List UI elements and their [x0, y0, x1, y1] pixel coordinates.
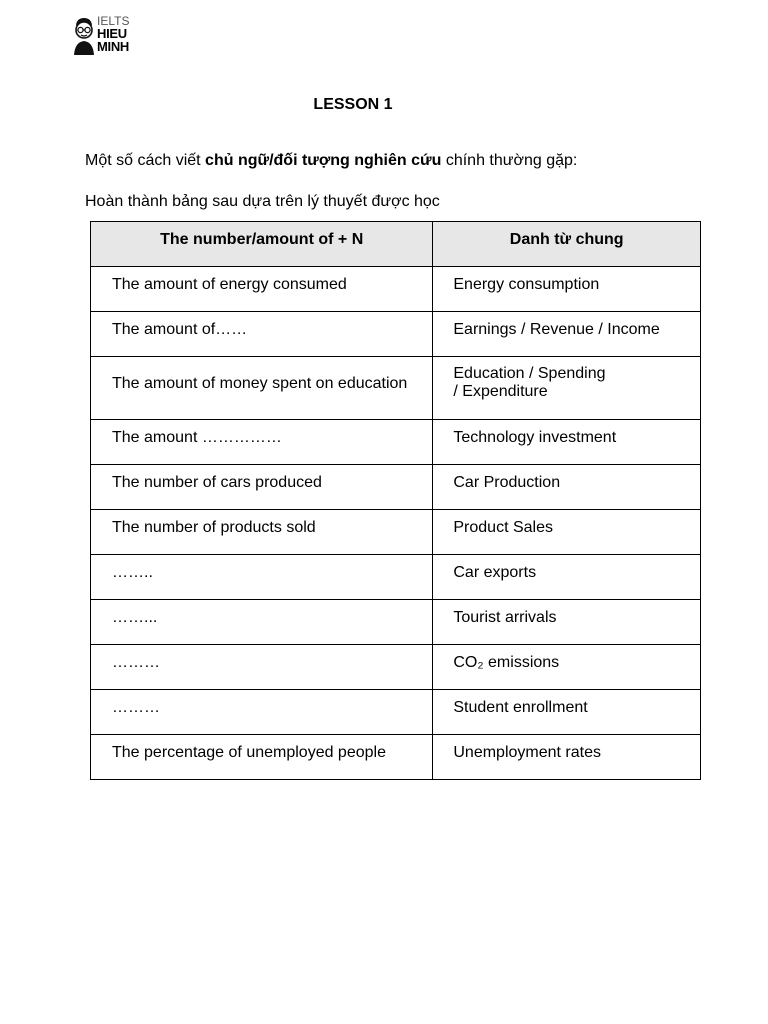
table-cell-noun: Car exports [433, 555, 701, 600]
logo-name-line-1: HIEU [97, 26, 127, 41]
table-cell-noun: Technology investment [433, 420, 701, 465]
table-cell-noun: Car Production [433, 465, 701, 510]
logo-ielts-text: IELTS [97, 14, 130, 28]
table-cell-noun: Student enrollment [433, 690, 701, 735]
table-cell-noun: Product Sales [433, 510, 701, 555]
column-header-noun: Danh từ chung [433, 222, 701, 267]
table-row [91, 555, 701, 600]
table-cell-noun: Earnings / Revenue / Income [433, 312, 701, 357]
table-cell-phrase: ……… [91, 645, 433, 690]
table-cell-noun: Unemployment rates [433, 735, 701, 780]
table-row [91, 312, 701, 357]
table-row [91, 735, 701, 780]
instruction-text: Hoàn thành bảng sau dựa trên lý thuyết được học [85, 193, 440, 210]
table-row [91, 357, 701, 420]
cartoon-face-icon [73, 16, 95, 56]
table-row [91, 420, 701, 465]
table-row [91, 510, 701, 555]
table-row [91, 465, 701, 510]
intro-text-start: Một số cách viết [85, 152, 206, 169]
table-row [91, 645, 701, 690]
table-header-row [91, 222, 701, 267]
table-cell-phrase: The percentage of unemployed people [91, 735, 433, 780]
intro-text-bold: chủ ngữ/đối tượng nghiên cứu [205, 152, 442, 169]
noun-line-2: / Expenditure [453, 383, 548, 400]
table-cell-noun: Energy consumption [433, 267, 701, 312]
table-cell-noun: CO₂ emissions [433, 645, 701, 690]
table-cell-noun: Tourist arrivals [433, 600, 701, 645]
intro-text-end: chính thường gặp: [441, 152, 578, 169]
column-header-phrase: The number/amount of + N [91, 222, 433, 267]
table-cell-phrase: The amount …………… [91, 420, 433, 465]
brand-logo [73, 14, 143, 58]
table-cell-phrase: The amount of energy consumed [91, 267, 433, 312]
table-cell-noun [433, 357, 701, 420]
table-row [91, 600, 701, 645]
lesson-title: LESSON 1 [313, 96, 393, 113]
vocabulary-table [90, 221, 701, 780]
table-cell-phrase: ……... [91, 600, 433, 645]
table-row [91, 267, 701, 312]
table-cell-phrase: The amount of money spent on education [91, 357, 433, 420]
table-row [91, 690, 701, 735]
table-cell-phrase: ……… [91, 690, 433, 735]
intro-text [85, 152, 577, 170]
logo-name-line-2: MINH [97, 39, 130, 54]
table-cell-phrase: The amount of…… [91, 312, 433, 357]
table-cell-phrase: The number of cars produced [91, 465, 433, 510]
noun-line-1: Education / Spending [453, 365, 606, 382]
table-cell-phrase: The number of products sold [91, 510, 433, 555]
table-cell-phrase: …….. [91, 555, 433, 600]
